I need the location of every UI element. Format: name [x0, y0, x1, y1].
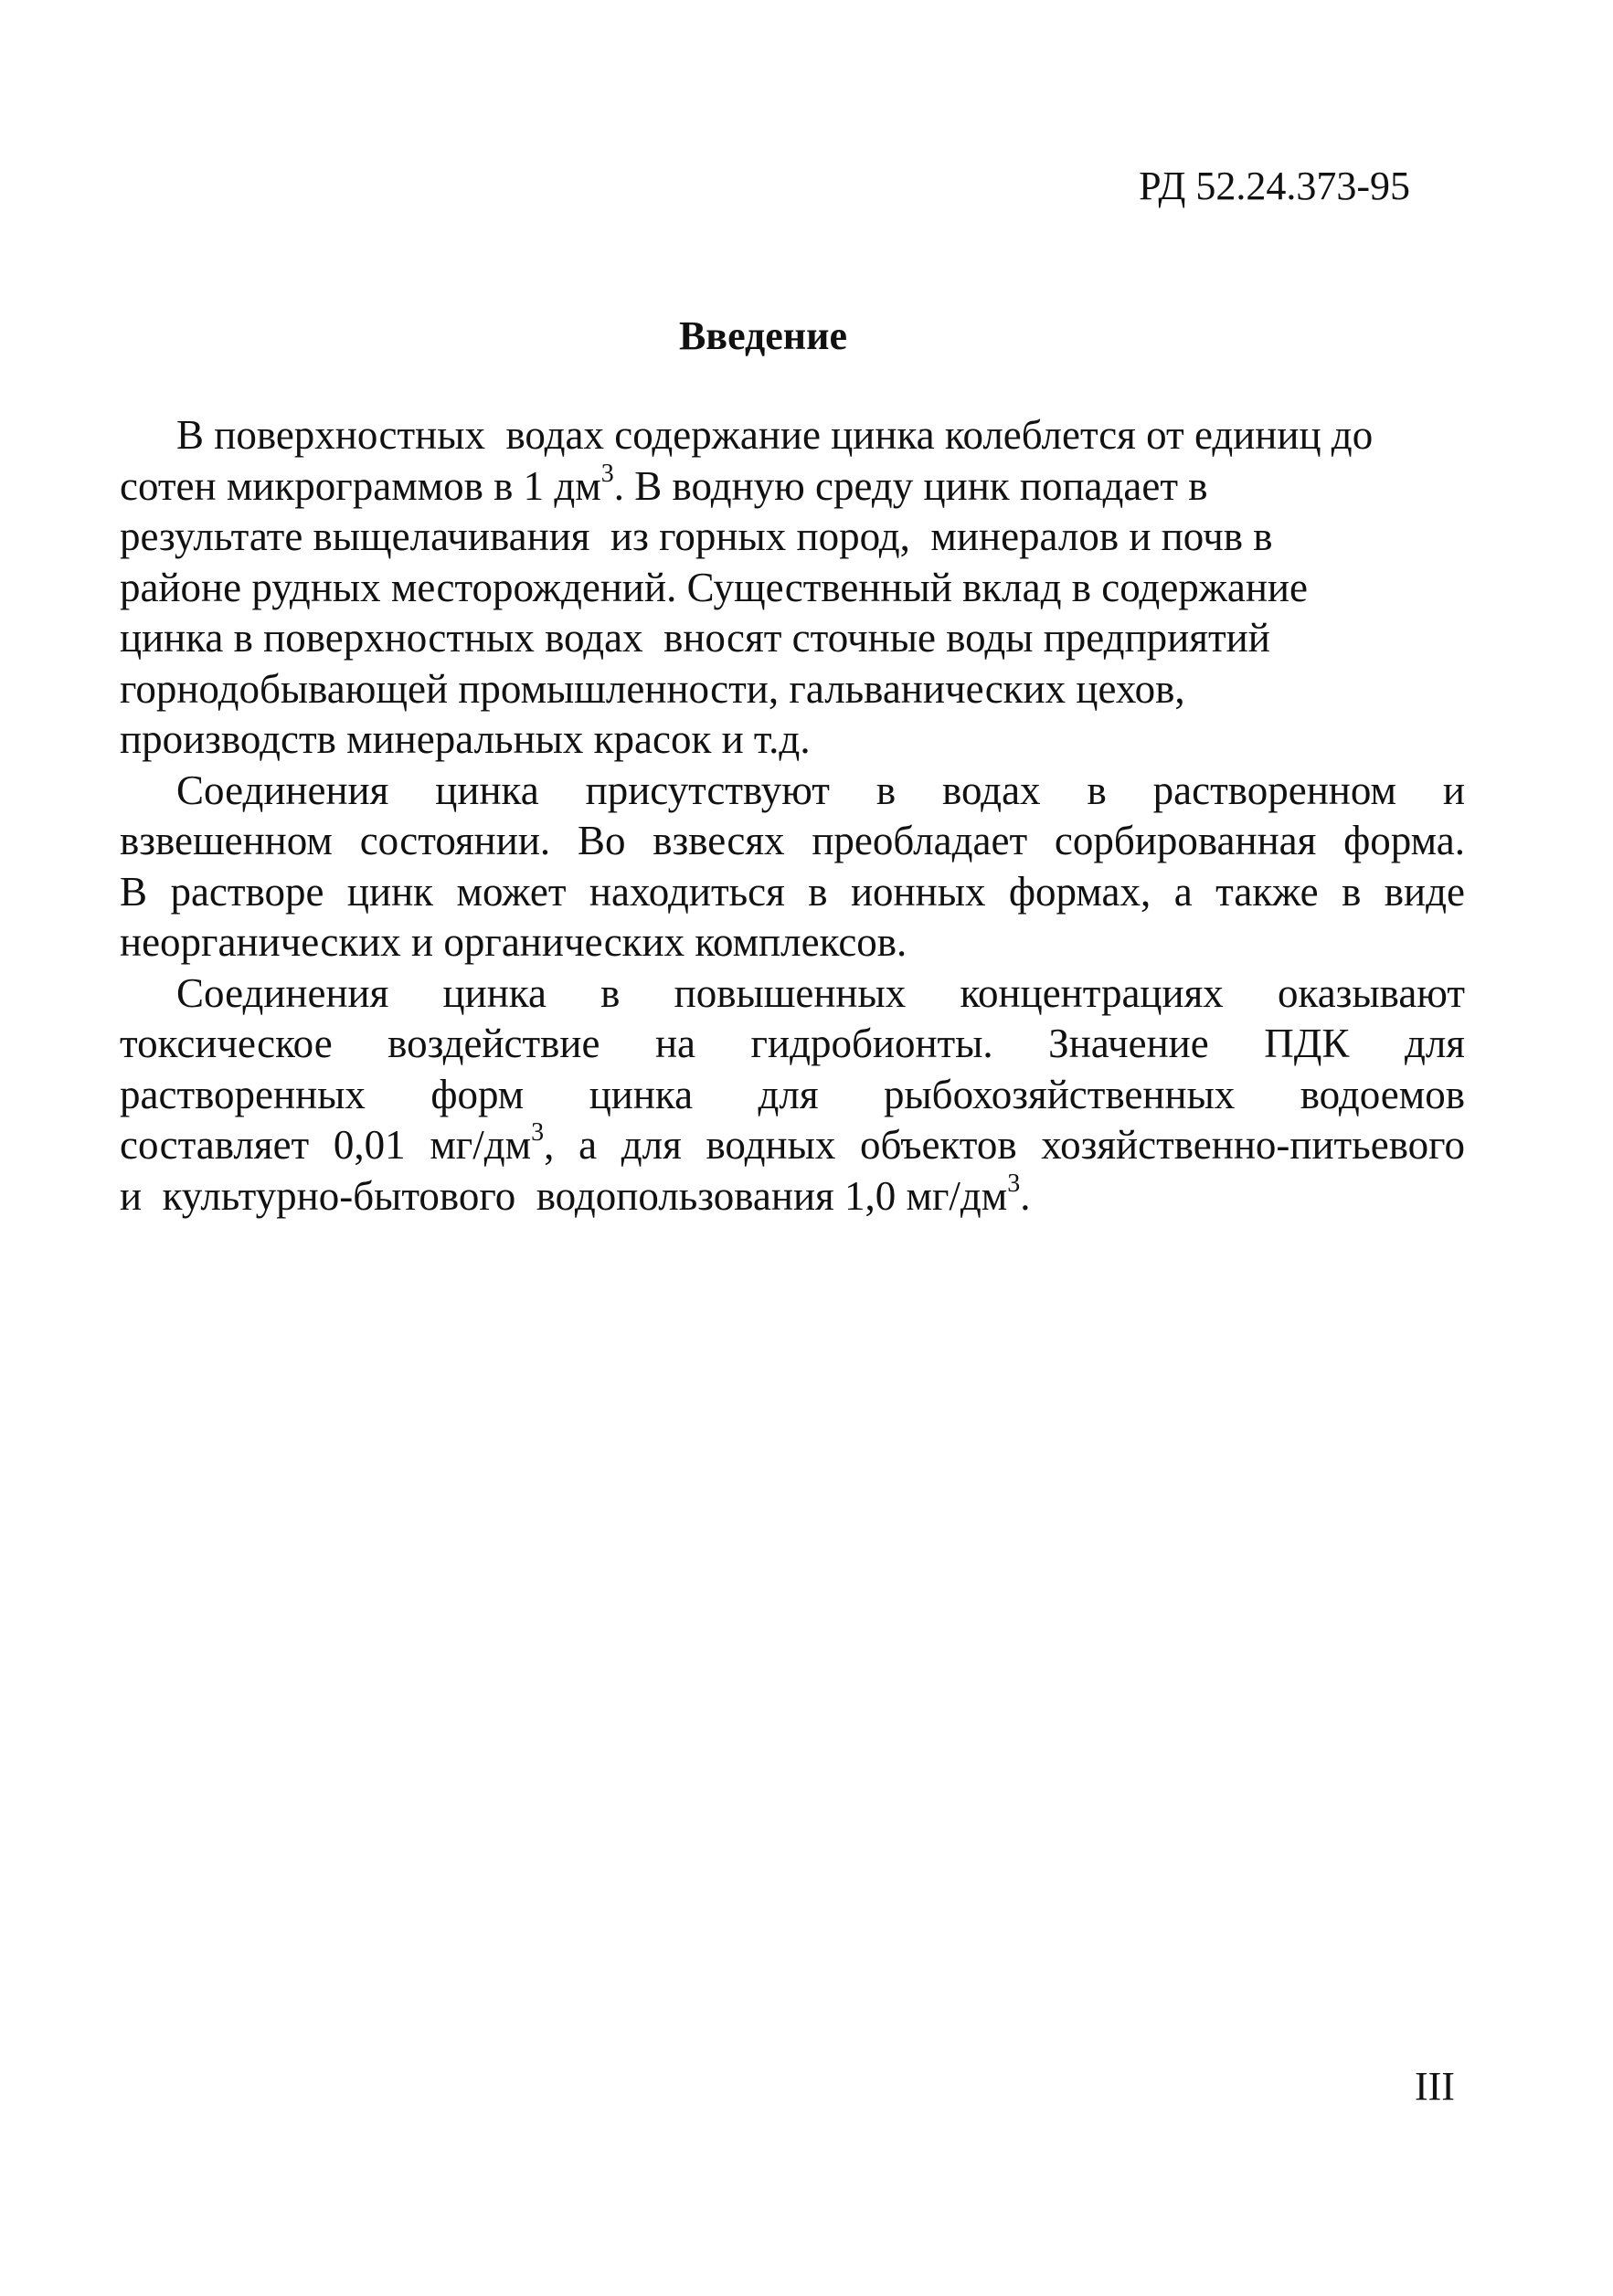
- paragraph-line: [120, 867, 1465, 918]
- text-segment: районе рудных месторождений. Существенный вклад в содержание: [120, 564, 1308, 610]
- text-segment: сотен микрограммов в 1 дм: [120, 462, 601, 509]
- paragraph-line: [120, 1120, 1465, 1171]
- paragraph-line: [120, 512, 1465, 563]
- paragraph-line: [120, 613, 1465, 664]
- text-segment: взвешенном состоянии. Во взвесях преобладает сорбированная форма.: [120, 818, 1465, 863]
- superscript: 3: [600, 459, 614, 488]
- text-segment: Соединения цинка присутствуют в водах в растворенном и: [176, 767, 1465, 813]
- superscript: 3: [1007, 1169, 1021, 1198]
- paragraph-line: [120, 563, 1465, 614]
- text-segment: неорганических и органических комплексов.: [120, 919, 907, 965]
- text-segment: . В водную среду цинк попадает в: [613, 462, 1208, 509]
- text-segment: растворенных форм цинка для рыбохозяйственных водоемов: [120, 1071, 1465, 1117]
- paragraph-line: [120, 1171, 1465, 1222]
- paragraph-line: [120, 664, 1465, 715]
- text-segment: Соединения цинка в повышенных концентрациях оказывают: [176, 969, 1465, 1016]
- paragraph-line: [120, 917, 1465, 968]
- text-segment: токсическое воздействие на гидробионты. Значение ПДК для: [120, 1021, 1465, 1066]
- paragraph-line: [120, 410, 1465, 461]
- text-segment: цинка в поверхностных водах вносят сточные воды предприятий: [120, 615, 1270, 661]
- text-segment: производств минеральных красок и т.д.: [120, 716, 811, 762]
- paragraph-line: [120, 1019, 1465, 1070]
- text-segment: .: [1020, 1172, 1031, 1219]
- body-text: [120, 410, 1465, 1222]
- paragraph-line: [120, 968, 1465, 1020]
- text-segment: составляет 0,01 мг/дм: [120, 1122, 532, 1168]
- paragraph-line: [120, 714, 1465, 766]
- paragraph-line: [120, 816, 1465, 867]
- section-title: Введение: [678, 313, 848, 358]
- paragraph-line: [120, 461, 1465, 513]
- paragraph-line: [120, 766, 1465, 817]
- text-segment: В растворе цинк может находиться в ионных формах, а также в виде: [120, 868, 1465, 915]
- text-segment: результате выщелачивания из горных пород, минералов и почв в: [120, 513, 1273, 559]
- paragraph-line: [120, 1070, 1465, 1121]
- text-segment: и культурно-бытового водопользования 1,0 мг/дм: [120, 1172, 1008, 1219]
- superscript: 3: [531, 1118, 545, 1147]
- document-code: РД 52.24.373-95: [1139, 164, 1410, 208]
- text-segment: В поверхностных водах содержание цинка колеблется от единиц до: [176, 412, 1374, 458]
- page-number: III: [1415, 2064, 1455, 2109]
- text-segment: горнодобывающей промышленности, гальванических цехов,: [120, 665, 1185, 712]
- text-segment: , а для водных объектов хозяйственно-питьевого: [544, 1122, 1465, 1168]
